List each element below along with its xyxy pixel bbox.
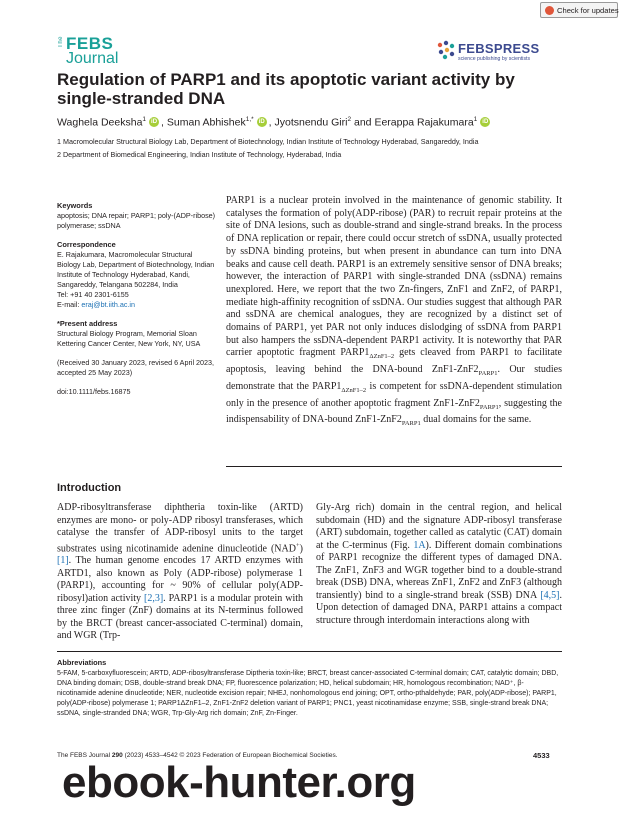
keywords-heading: Keywords: [57, 201, 93, 210]
correspondence-heading: Correspondence: [57, 240, 116, 249]
intro-text: ): [299, 542, 303, 554]
footer-copyright: (2023) 4533–4542 © 2023 Federation of European Biochemical Societies.: [122, 752, 338, 759]
abstract-text: . Our studies demonstrate that the PARP1: [226, 364, 562, 392]
abbreviations-heading: Abbreviations: [57, 658, 107, 667]
author-separator: ,: [161, 116, 167, 129]
affiliation-1: 1 Macromolecular Structural Biology Lab, Department of Biotechnology, Indian Institute of Technology Hyderabad, Sangareddy, India: [57, 137, 479, 146]
abstract: [226, 195, 562, 431]
abstract-subscript: ΔZnF1–2: [369, 353, 395, 361]
email-link[interactable]: eraj@bt.iith.ac.in: [81, 300, 136, 309]
orcid-icon[interactable]: iD: [258, 118, 265, 125]
intro-superscript: +: [295, 541, 300, 549]
correspondence-email-line: [57, 300, 217, 310]
figure-link[interactable]: 1A: [413, 539, 426, 551]
reference-link[interactable]: [1]: [57, 555, 69, 567]
check-updates-label: Check for updates: [557, 6, 619, 15]
intro-text: . The human genome encodes 17 ARTD enzymes with ARTD1, also known as Poly (ADP-ribose) polymerase 1 (PARP1), accounting for ~ 90% of cellular poly(ADP-ribosyl)ation activity: [57, 555, 303, 604]
keywords-text: apoptosis; DNA repair; PARP1; poly-(ADP-ribose) polymerase; ssDNA: [57, 211, 216, 230]
reference-link[interactable]: [2,3]: [144, 592, 164, 604]
correspondence-tel: Tel: +91 40 2301-6155: [57, 290, 129, 299]
author-name[interactable]: Jyotsnendu Giri: [274, 116, 348, 129]
footer-journal: The FEBS Journal: [57, 752, 112, 759]
watermark: ebook-hunter.org: [62, 758, 416, 807]
intro-text: . Upon detection of damaged DNA, PARP1 attains a compact structure through interdomain interactions along with: [316, 589, 562, 626]
introduction-left-column: [57, 502, 303, 643]
correspondence-block: [57, 240, 217, 310]
journal-logo-the: The: [58, 36, 64, 48]
reference-link[interactable]: [4,5]: [540, 589, 560, 601]
author-separator: ,: [268, 116, 275, 129]
check-updates-icon: [545, 6, 554, 15]
intro-text: ADP-ribosyltransferase diphtheria toxin-like (ARTD) enzymes are mono- or poly-ADP ribosyl transferases, which catalyse the transfer of ADP-ribosyl units to the target substrates using nicotinamide adenine dinucleotide (NAD: [57, 502, 303, 554]
author-affiliation-mark: 1: [473, 116, 478, 123]
journal-logo-sub: Journal: [66, 50, 119, 67]
abbreviations-text: 5-FAM, 5-carboxyfluorescein; ARTD, ADP-ribosyltransferase Diptheria toxin-like; BRCT, breast cancer-associated C-terminal domain; CAT, catalytic domain; DBD, DNA binding domain; DSB, double-strand break DNA; FP, fluorescence polarization; HD, helical subdomain; HR, homologous recombination; NAD⁺, β-nicotinamide adenine dinucleotide; NER, nucleotide excision repair; NHEJ, nonhomologous end joining; OPT, ortho-pthaldehyde; PAR, poly(ADP-ribose); PARP1, poly(ADP-ribose) polymerase 1; PARP1ΔZnF1–2, ZnF1-ZnF2 deletion variant of PARP1; PNC1, yeast nicotinamidase enzyme; SSB, single-strand break DNA; ssDNA, single-stranded DNA; WGR, Trp-Gly-Arg rich domain; ZnF, Zn-Finger.: [57, 670, 559, 717]
press-logo: [436, 39, 566, 65]
orcid-icon[interactable]: iD: [482, 118, 489, 125]
intro-text: ). Different domain combinations of PARP1 recognize the different types of damaged DNA. The ZnF1, ZnF3 and WGR together bind to a double-strand break (DSB) DNA, whereas ZnF1, ZnF2 and ZnF3 (although transiently) bind to a single-strand break (SSB) DNA: [316, 539, 562, 601]
introduction-heading: Introduction: [57, 482, 122, 494]
present-address-text: Structural Biology Program, Memorial Sloan Kettering Cancer Center, New York, NY, USA: [57, 329, 201, 348]
doi: doi:10.1111/febs.16875: [57, 387, 131, 396]
keywords-block: [57, 201, 217, 231]
footer-volume: 290: [111, 752, 123, 759]
abbreviations-divider: [57, 651, 562, 652]
author-list: [57, 113, 577, 130]
correspondence-address: E. Rajakumara, Macromolecular Structural Biology Lab, Department of Biotechnology, Indian Institute of Technology Hyderabad, Kandi, Sangareddy, Telangana 502284, India: [57, 250, 215, 289]
author-affiliation-mark: 1: [142, 116, 147, 123]
present-address-block: [57, 319, 217, 349]
received-dates: (Received 30 January 2023, revised 6 April 2023, accepted 25 May 2023): [57, 358, 215, 377]
author-name[interactable]: Suman Abhishek: [166, 116, 246, 129]
abstract-text: PARP1 is a nuclear protein involved in the maintenance of genomic stability. It catalyses the formation of poly(ADP-ribose) (PAR) to recruit repair proteins at the site of DNA lesions, such as double-strand and single-strand breaks. In the process of DNA replication or repair, there could occur stretch of ssDNA, usually protected by ssDNA binding proteins, but when present in abundance can turn into DNA beaks and cause cell death. PARP1 is an extremely sensitive sensor of DNA breaks; however, the interaction of PARP1 with single-stranded DNA (ssDNA) remains unexplored. Here, we report that the two Zn-fingers, ZnF1 and ZnF2, of PARP1, mediate high-affinity recognition of ssDNA. Our studies suggest that although PAR and ssDNA are chemical analogues, they are recognized by a distinct set of domains of PARP1, yet PAR not only induces dislodging of ssDNA from PARP1 but also hampers the ssDNA-dependent PARP1 activity. It is noteworthy that PAR carrier apoptotic fragment PARP1: [226, 195, 562, 359]
author-name[interactable]: Waghela Deeksha: [57, 116, 143, 129]
author-separator: and: [351, 116, 375, 129]
article-info-sidebar: [57, 201, 217, 406]
affiliation-2: 2 Department of Biomedical Engineering, Indian Institute of Technology, Hyderabad, India: [57, 150, 342, 159]
abstract-subscript: PARP1: [401, 420, 421, 428]
page-number: 4533: [533, 751, 550, 760]
abstract-text: gets cleaved from PARP1 to facilitate apoptosis, leaving behind the DNA-bound ZnF1-ZnF2: [226, 347, 562, 376]
abstract-subscript: PARP1: [478, 370, 498, 378]
abstract-subscript: PARP1: [479, 403, 499, 411]
present-address-heading: *Present address: [57, 319, 118, 328]
author-affiliation-mark: 1,*: [245, 116, 254, 123]
author-affiliation-mark: 2: [347, 116, 352, 123]
abstract-text: , suggesting the indispensability of DNA-bound ZnF1-ZnF2: [226, 397, 562, 426]
abstract-text: dual domains for the same.: [420, 414, 532, 426]
introduction-right-column: [316, 502, 562, 627]
press-logo-name: FEBSPRESS: [458, 41, 540, 56]
intro-text: Gly-Arg rich) domain in the central region, and helical subdomain (HD) and the signature ADP-ribosyl transferase (ART) subdomain, together called as catalytic (CAT) domain at the C-terminus (Fig.: [316, 502, 562, 551]
author-name[interactable]: Eerappa Rajakumara: [374, 116, 474, 129]
press-logo-dots-icon: [436, 39, 456, 61]
abstract-subscript: ΔZnF1–2: [341, 386, 367, 394]
orcid-icon[interactable]: iD: [151, 118, 158, 125]
abstract-text: is competent for ssDNA-dependent stimulation only in the presence of another apoptotic fragment ZnF1-ZnF2: [226, 380, 563, 409]
intro-text: . PARP1 is a modular protein with three zinc finger (ZnF) domains at its N-terminus followed by the BRCT (breast cancer-associated C-terminal) domain, and WGR (Trp-: [57, 592, 304, 642]
check-for-updates-button[interactable]: [540, 2, 618, 18]
article-title: Regulation of PARP1 and its apoptotic variant activity by single-stranded DNA: [57, 70, 515, 108]
abstract-divider: [226, 466, 562, 467]
journal-logo-name: FEBS: [66, 34, 114, 53]
press-logo-tagline: science publishing by scientists: [458, 56, 531, 62]
email-label: E-mail:: [57, 300, 82, 309]
